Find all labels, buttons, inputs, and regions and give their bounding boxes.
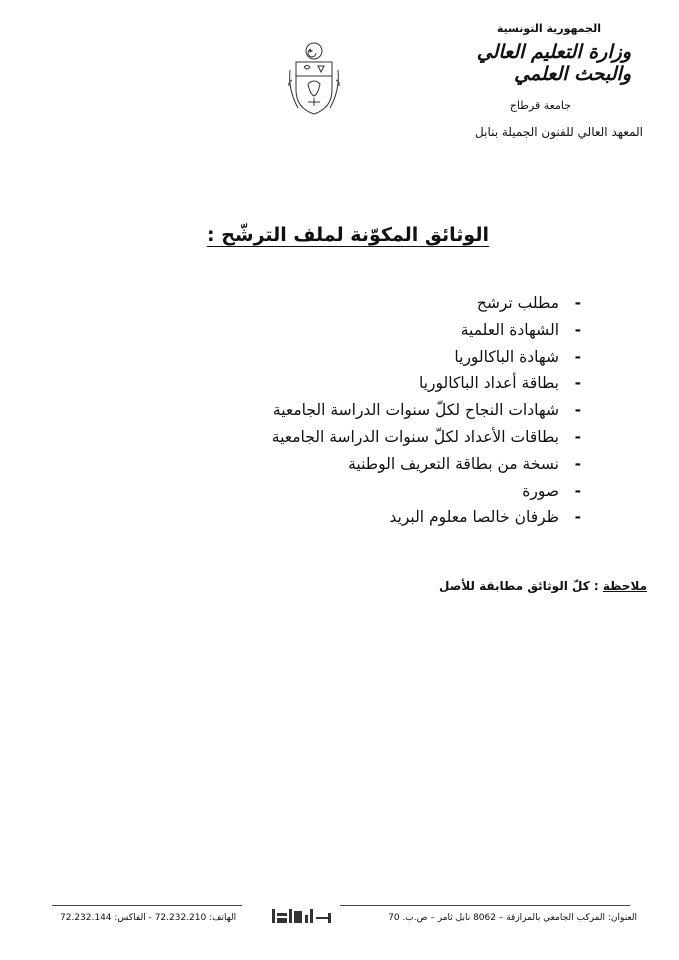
- list-item: [272, 451, 581, 478]
- list-marker: -: [574, 427, 581, 446]
- list-marker: -: [574, 294, 581, 312]
- list-item-text: شهادات النجاح لكلّ سنوات الدراسة الجامعية: [272, 401, 559, 420]
- list-item-text: بطاقات الأعداد لكلّ سنوات الدراسة الجامعية: [271, 427, 559, 446]
- note-label: ملاحظة: [602, 579, 647, 593]
- list-item: [272, 504, 581, 531]
- list-marker: -: [574, 454, 581, 473]
- list-item: [272, 290, 581, 317]
- footer-divider-right: [340, 905, 630, 906]
- ministry-line-2: والبحث العلمي: [514, 63, 631, 85]
- list-item: [272, 317, 581, 344]
- list-item-text: نسخة من بطاقة التعريف الوطنية: [348, 454, 559, 473]
- list-item-text: ظرفان خالصا معلوم البريد: [389, 508, 559, 527]
- list-item-text: صورة: [522, 481, 559, 500]
- note: [439, 579, 647, 593]
- list-marker: -: [574, 401, 581, 420]
- list-item-text: بطاقة أعداد الباكالوريا: [418, 374, 559, 393]
- list-item-text: مطلب ترشح: [476, 294, 559, 312]
- list-item-text: شهادة الباكالوريا: [454, 347, 559, 366]
- page-title: الوثائق المكوّنة لملف الترشّح :: [206, 224, 489, 246]
- list-item: [272, 478, 581, 505]
- list-item: [272, 397, 581, 424]
- institute-logo-icon: [270, 905, 336, 927]
- ministry-line-1: وزارة التعليم العالي: [476, 41, 631, 63]
- list-marker: -: [574, 374, 581, 393]
- list-item: [272, 370, 581, 397]
- list-marker: -: [574, 320, 581, 339]
- list-item: [272, 424, 581, 451]
- footer-address: العنوان: المركب الجامعي بالمرازقة – 8062 نابل ثامر – ص.ب. 70: [388, 913, 637, 923]
- letterhead: [391, 22, 643, 139]
- list-marker: -: [574, 508, 581, 527]
- list-item: [272, 344, 581, 371]
- note-text: : كلّ الوثائق مطابقة للأصل: [439, 579, 603, 593]
- list-marker: -: [574, 481, 581, 500]
- university-name: جامعة قرطاج: [509, 99, 571, 112]
- coat-of-arms-icon: [284, 40, 344, 118]
- footer-divider-left: [52, 905, 242, 906]
- list-marker: -: [574, 347, 581, 366]
- republic-name: الجمهورية التونسية: [496, 22, 601, 35]
- list-item-text: الشهادة العلمية: [460, 320, 559, 339]
- footer-contact: الهاتف: 72.232.210 - الفاكس: 72.232.144: [60, 913, 237, 923]
- documents-list: [272, 290, 581, 531]
- ministry-name: [391, 41, 631, 85]
- institute-name: المعهد العالي للفنون الجميلة بنابل: [475, 125, 643, 139]
